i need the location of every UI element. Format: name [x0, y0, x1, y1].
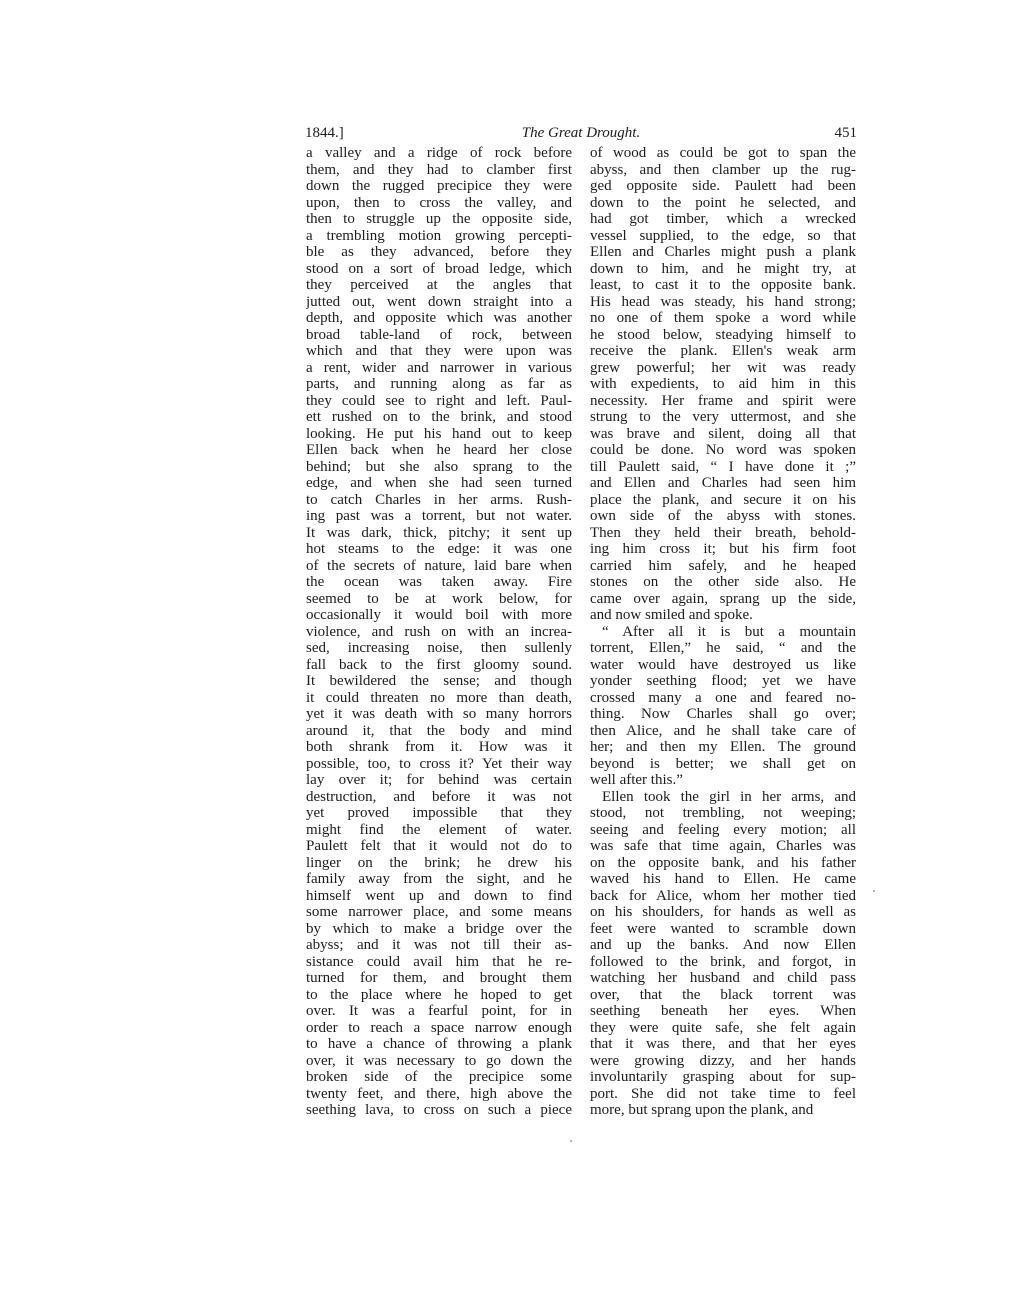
text-line: least, to cast it to the opposite bank.	[590, 277, 856, 293]
text-line: broken side of the precipice some	[306, 1069, 572, 1085]
text-line: possible, too, to cross it? Yet their way	[306, 755, 572, 772]
text-line: came over again, sprang up the side,	[590, 590, 856, 607]
text-line: and now smiled and spoke.	[590, 607, 753, 623]
text-line: receive the plank. Ellen's weak arm	[590, 343, 856, 359]
text-line: carried him safely, and he heaped	[590, 557, 856, 574]
text-line: water would have destroyed us like	[590, 656, 856, 673]
page-number: 451	[834, 125, 857, 141]
header-date: 1844.]	[305, 125, 344, 141]
text-line: depth, and opposite which was another	[306, 310, 572, 326]
text-line: port. She did not take time to feel	[590, 1085, 856, 1102]
text-line: of wood as could be got to span the	[590, 145, 856, 161]
text-line: family away from the sight, and he	[306, 871, 572, 887]
text-line: down the rugged precipice they were	[306, 178, 572, 194]
text-line: well after this.”	[590, 772, 683, 788]
text-line: and up the banks. And now Ellen	[590, 937, 856, 953]
text-line: sed, increasing noise, then sullenly	[306, 640, 572, 656]
left-text-column	[306, 145, 572, 1119]
text-line: Then they held their breath, behold-	[590, 524, 856, 541]
text-line: the ocean was taken away. Fire	[306, 574, 572, 590]
text-line: upon, then to cross the valley, and	[306, 194, 572, 211]
text-line: Ellen and Charles might push a plank	[590, 244, 856, 260]
text-line: behind; but she also sprang to the	[306, 458, 572, 475]
text-line: jutted out, went down straight into a	[306, 293, 572, 310]
text-line: over, it was necessary to go down the	[306, 1052, 572, 1069]
text-line: which and that they were upon was	[306, 343, 572, 359]
print-speck	[873, 890, 875, 892]
text-line: with expedients, to aid him in this	[590, 376, 856, 392]
text-line: down to the point he selected, and	[590, 194, 856, 211]
text-line: feet were wanted to scramble down	[590, 920, 856, 937]
text-line: of the secrets of nature, laid bare when	[306, 557, 572, 574]
text-line: abyss; and it was not till their as-	[306, 937, 572, 953]
text-line: a valley and a ridge of rock before	[306, 145, 572, 161]
text-line: hot steams to the edge: it was one	[306, 541, 572, 557]
text-line: them, and they had to clamber first	[306, 161, 572, 178]
text-line: thing. Now Charles shall go over;	[590, 706, 856, 722]
text-line: by which to make a bridge over the	[306, 920, 572, 937]
text-line: stood, not trembling, not weeping;	[590, 805, 856, 821]
text-line: Paulett felt that it would not do to	[306, 838, 572, 854]
text-line: might find the element of water.	[306, 821, 572, 838]
text-line: and Ellen and Charles had seen him	[590, 475, 856, 491]
text-line: edge, and when she had seen turned	[306, 475, 572, 491]
text-line: it could threaten no more than death,	[306, 689, 572, 706]
text-line: watching her husband and child pass	[590, 970, 856, 986]
text-line: was safe that time again, Charles was	[590, 838, 856, 854]
text-line: beyond is better; we shall get on	[590, 755, 856, 772]
text-line: were growing dizzy, and her hands	[590, 1052, 856, 1069]
text-line: Ellen took the girl in her arms, and	[602, 788, 856, 805]
text-line: to the place where he hoped to get	[306, 986, 572, 1003]
text-line: involuntarily grasping about for sup-	[590, 1069, 856, 1085]
text-line: ing past was a torrent, but not water.	[306, 508, 572, 524]
text-line: on his shoulders, for hands as well as	[590, 904, 856, 920]
text-line: turned for them, and brought them	[306, 970, 572, 986]
text-line: more, but sprang upon the plank, and	[590, 1102, 814, 1118]
text-line: fall back to the first gloomy sound.	[306, 656, 572, 673]
text-line: to have a chance of throwing a plank	[306, 1036, 572, 1052]
text-line: destruction, and before it was not	[306, 788, 572, 805]
text-line: necessity. Her frame and spirit were	[590, 392, 856, 409]
text-line: broad table-land of rock, between	[306, 326, 572, 343]
text-line: violence, and rush on with an increa-	[306, 623, 572, 640]
text-line: then to struggle up the opposite side,	[306, 211, 572, 227]
text-line: they perceived at the angles that	[306, 277, 572, 293]
text-line: no one of them spoke a word while	[590, 310, 856, 326]
text-line: a rent, wider and narrower in various	[306, 359, 572, 376]
text-line: ged opposite side. Paulett had been	[590, 178, 856, 194]
text-line: a trembling motion growing percepti-	[306, 227, 572, 244]
text-line: looking. He put his hand out to keep	[306, 425, 572, 442]
text-line: over, that the black torrent was	[590, 986, 856, 1003]
text-line: back for Alice, whom her mother tied	[590, 887, 856, 904]
text-line: strung to the very uttermost, and she	[590, 409, 856, 425]
text-line: to catch Charles in her arms. Rush-	[306, 491, 572, 508]
text-line: It was dark, thick, pitchy; it sent up	[306, 524, 572, 541]
text-line: parts, and running along as far as	[306, 376, 572, 392]
running-head	[305, 122, 857, 144]
text-line: seething beneath her eyes. When	[590, 1003, 856, 1019]
text-line: yet proved impossible that they	[306, 805, 572, 821]
right-text-column	[590, 145, 856, 1119]
text-line: grew powerful; her wit was ready	[590, 359, 856, 376]
text-line: It bewildered the sense; and though	[306, 673, 572, 689]
text-line: till Paulett said, “ I have done it ;”	[590, 458, 856, 475]
text-line: sistance could avail him that he re-	[306, 953, 572, 970]
text-line: on the opposite bank, and his father	[590, 854, 856, 871]
text-line: abyss, and then clamber up the rug-	[590, 161, 856, 178]
text-line: then Alice, and he shall take care of	[590, 722, 856, 739]
text-line: vessel supplied, to the edge, so that	[590, 227, 856, 244]
text-line: yet it was death with so many horrors	[306, 706, 572, 722]
text-line: yonder seething flood; yet we have	[590, 673, 856, 689]
text-line: her; and then my Ellen. The ground	[590, 739, 856, 755]
text-line: stood on a sort of broad ledge, which	[306, 260, 572, 277]
text-line: own side of the abyss with stones.	[590, 508, 856, 524]
text-line: they could see to right and left. Paul-	[306, 392, 572, 409]
text-line: stones on the other side also. He	[590, 574, 856, 590]
text-line: was brave and silent, doing all that	[590, 425, 856, 442]
text-line: linger on the brink; he drew his	[306, 854, 572, 871]
text-line: ble as they advanced, before they	[306, 244, 572, 260]
text-line: they were quite safe, she felt again	[590, 1019, 856, 1036]
text-line: could be done. No word was spoken	[590, 442, 856, 458]
header-title: The Great Drought.	[521, 125, 641, 141]
text-line: crossed many a one and feared no-	[590, 689, 856, 706]
text-line: some narrower place, and some means	[306, 904, 572, 920]
text-line: place the plank, and secure it on his	[590, 491, 856, 508]
text-line: seemed to be at work below, for	[306, 590, 572, 607]
text-line: both shrank from it. How was it	[306, 739, 572, 755]
text-line: that it was there, and that her eyes	[590, 1036, 856, 1052]
text-line: seething lava, to cross on such a piece	[306, 1102, 572, 1118]
text-line: ing him cross it; but his firm foot	[590, 541, 856, 557]
text-line: Ellen back when he heard her close	[306, 442, 572, 458]
text-line: torrent, Ellen,” he said, “ and the	[590, 640, 856, 656]
text-line: order to reach a space narrow enough	[306, 1019, 572, 1036]
text-line: he stood below, steadying himself to	[590, 326, 856, 343]
text-line: over. It was a fearful point, for in	[306, 1003, 572, 1019]
text-line: around it, that the body and mind	[306, 722, 572, 739]
text-line: “ After all it is but a mountain	[602, 623, 856, 640]
text-line: lay over it; for behind was certain	[306, 772, 572, 788]
text-line: down to him, and he might try, at	[590, 260, 856, 277]
text-line: himself went up and down to find	[306, 887, 572, 904]
text-line: waved his hand to Ellen. He came	[590, 871, 856, 887]
text-line: twenty feet, and there, high above the	[306, 1085, 572, 1102]
text-line: had got timber, which a wrecked	[590, 211, 856, 227]
text-line: occasionally it would boil with more	[306, 607, 572, 623]
text-line: ett rushed on to the brink, and stood	[306, 409, 572, 425]
text-line: followed to the brink, and forgot, in	[590, 953, 856, 970]
text-line: His head was steady, his hand strong;	[590, 293, 856, 310]
text-line: seeing and feeling every motion; all	[590, 821, 856, 838]
print-speck	[570, 1140, 572, 1142]
